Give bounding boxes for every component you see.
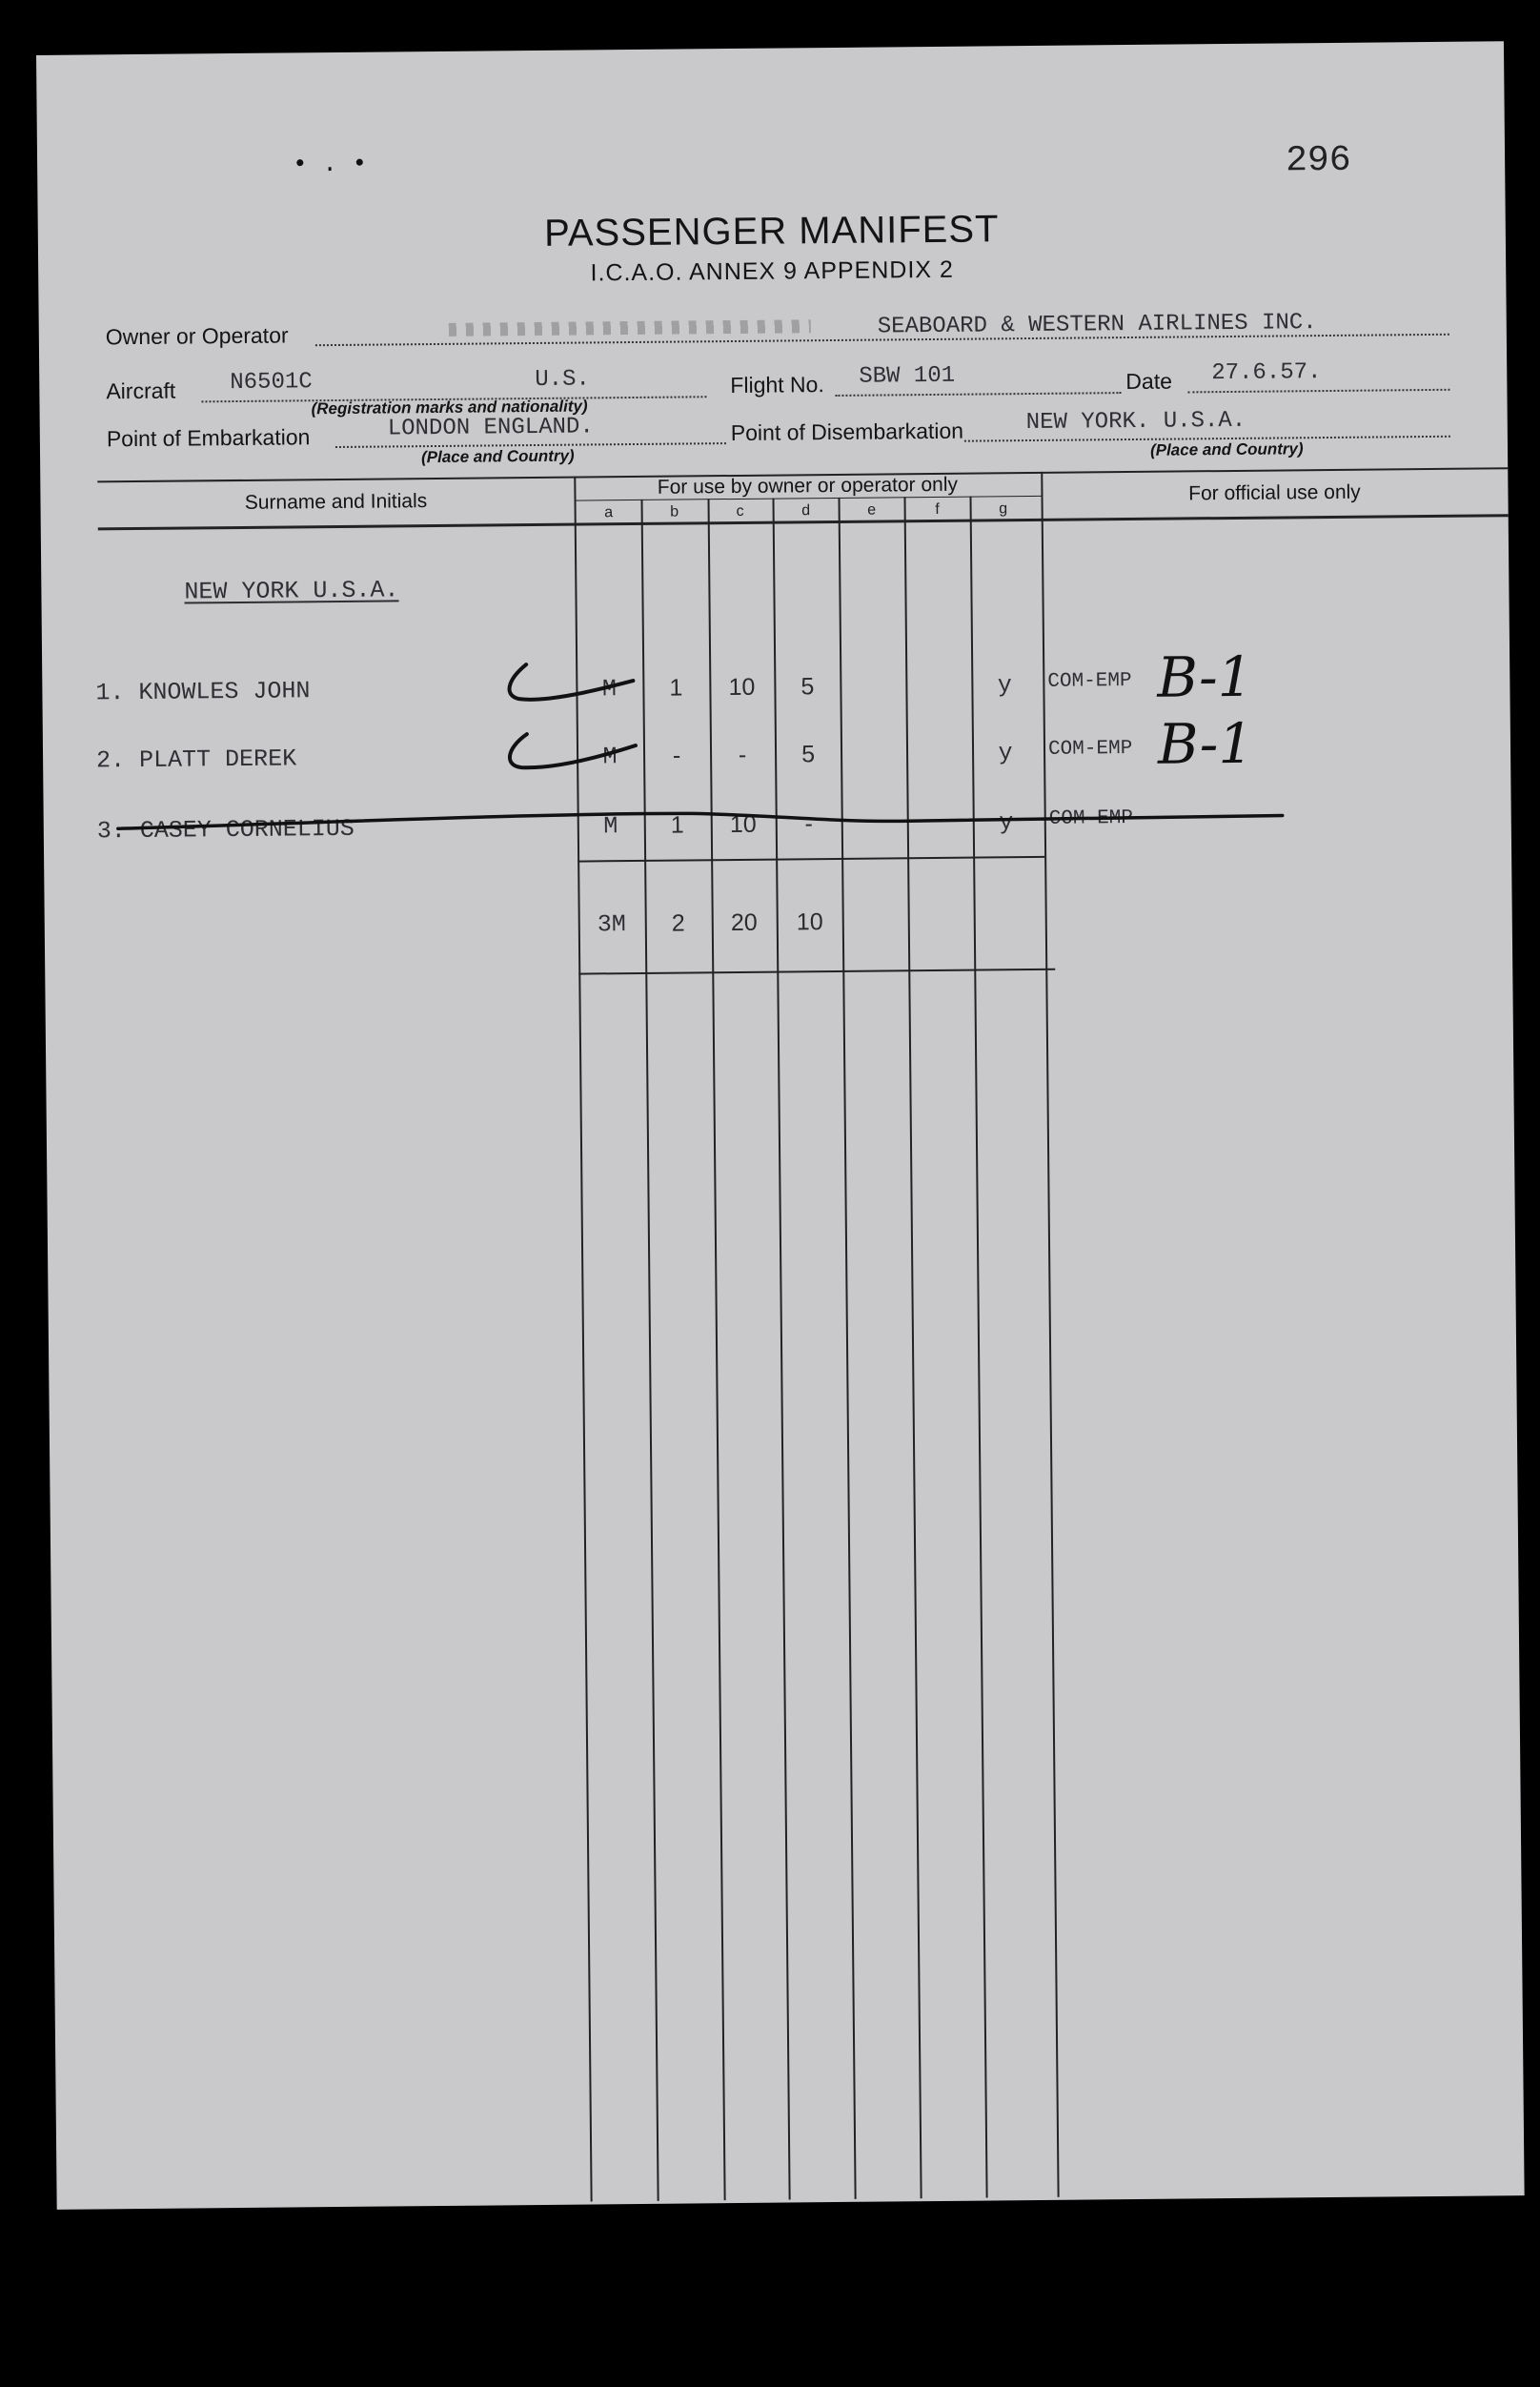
passenger-1-col-d: 5: [800, 673, 815, 701]
passenger-3-official: COM-EMP: [1048, 806, 1134, 830]
subcol-c: c: [736, 502, 744, 520]
passenger-2-col-d: 5: [800, 741, 816, 768]
strike-line-row-3: [118, 807, 1283, 828]
date-label: Date: [1125, 368, 1173, 395]
subcol-d: d: [801, 502, 811, 520]
registration-caption: (Registration marks and nationality): [311, 397, 588, 418]
subcol-a: a: [604, 504, 614, 521]
subcol-e: e: [867, 501, 877, 519]
passenger-3-col-g: y: [999, 808, 1014, 837]
flight-value: SBW 101: [859, 362, 956, 390]
passenger-3-col-c: 10: [729, 810, 757, 839]
passenger-2-col-b: -: [672, 742, 681, 769]
passenger-3-name: 3. CASEY CORNELIUS: [96, 814, 355, 846]
aircraft-label: Aircraft: [106, 377, 176, 404]
date-value: 27.6.57.: [1211, 359, 1322, 387]
subcol-g: g: [999, 500, 1008, 518]
passenger-2-col-c: -: [738, 741, 747, 768]
stray-marks: • . •: [292, 149, 368, 179]
passenger-3-col-d: -: [804, 810, 814, 838]
aircraft-value: N6501C: [230, 369, 313, 397]
flight-label: Flight No.: [730, 372, 824, 398]
embarkation-label: Point of Embarkation: [106, 424, 311, 452]
passenger-1-col-b: 1: [669, 674, 683, 702]
passenger-3-col-b: 1: [670, 811, 684, 839]
passenger-1-col-g: y: [997, 671, 1013, 700]
total-col-b: 2: [671, 909, 685, 937]
passenger-2-official: COM-EMP: [1047, 737, 1133, 761]
passenger-1-official: COM-EMP: [1047, 669, 1132, 693]
passenger-2-name: 2. PLATT DEREK: [95, 745, 297, 775]
total-col-d: 10: [796, 908, 823, 936]
col-surname-header: Surname and Initials: [244, 490, 428, 514]
check-mark-row-2: [510, 733, 636, 767]
passenger-2-col-a: M: [602, 743, 618, 771]
owner-value: SEABOARD & WESTERN AIRLINES INC.: [877, 310, 1317, 340]
total-col-c: 20: [730, 908, 758, 937]
page-subtitle: I.C.A.O. ANNEX 9 APPENDIX 2: [590, 255, 954, 287]
totals-bottom-rule: [578, 969, 1055, 975]
embarkation-caption: (Place and Country): [420, 446, 575, 467]
passenger-3-col-a: M: [603, 812, 618, 841]
page-number: 296: [1285, 139, 1351, 182]
total-col-a: 3M: [597, 910, 626, 939]
passenger-1-col-a: M: [601, 675, 618, 704]
destination-heading: NEW YORK U.S.A.: [184, 576, 399, 606]
page-title: PASSENGER MANIFEST: [543, 208, 1000, 255]
col-official-header: For official use only: [1188, 480, 1361, 505]
embarkation-value: LONDON ENGLAND.: [387, 414, 594, 442]
handwritten-marks: [36, 41, 1512, 913]
manifest-sheet: [36, 41, 1525, 2210]
passenger-2-annotation: B-1: [1157, 710, 1254, 777]
subcol-f: f: [935, 500, 940, 518]
check-mark-row-1: [509, 663, 633, 700]
col-owner-header: For use by owner or operator only: [657, 473, 959, 499]
owner-label: Owner or Operator: [105, 322, 289, 350]
disembarkation-caption: (Place and Country): [1149, 439, 1304, 459]
passenger-1-col-c: 10: [728, 673, 756, 702]
passenger-1-annotation: B-1: [1156, 643, 1253, 710]
disembarkation-value: NEW YORK. U.S.A.: [1025, 407, 1246, 437]
nationality-value: U.S.: [535, 366, 591, 393]
passenger-2-col-g: y: [998, 739, 1013, 767]
subcol-b: b: [670, 503, 679, 520]
disembarkation-label: Point of Disembarkation: [730, 418, 964, 446]
passenger-1-name: 1. KNOWLES JOHN: [95, 677, 311, 707]
